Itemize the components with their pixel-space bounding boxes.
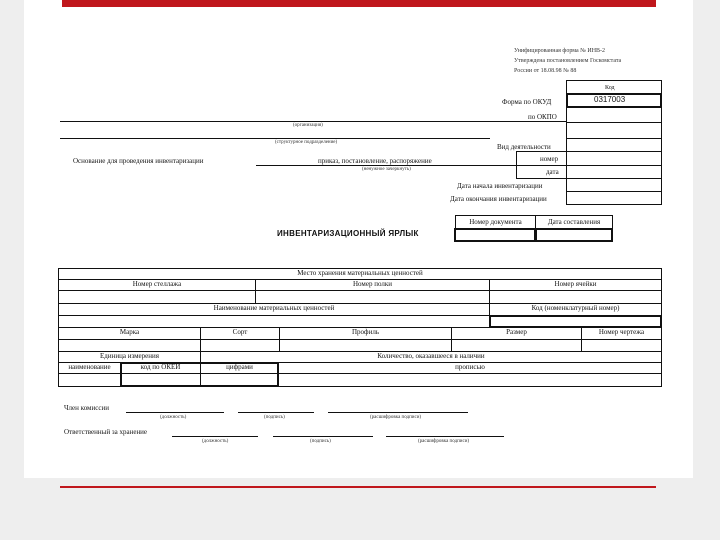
- order-number-cell: [566, 151, 662, 166]
- form-header-line3: России от 18.08.98 № 88: [514, 68, 577, 74]
- material-name-header: Наименование материальных ценностей: [58, 303, 490, 316]
- unit-name-header: наименование: [58, 362, 121, 374]
- okpo-label: по ОКПО: [528, 113, 557, 121]
- commission-decoding-caption: (расшифровка подписи): [370, 415, 422, 420]
- quantity-words-value: [278, 373, 662, 387]
- unit-header: Единица измерения: [58, 351, 201, 363]
- shelf-number-header: Номер полки: [255, 279, 490, 291]
- right-margin: [693, 0, 720, 540]
- structural-unit-caption: (структурное подразделение): [275, 140, 338, 145]
- top-accent-bar: [62, 0, 656, 7]
- responsible-signature-caption: (подпись): [310, 439, 331, 444]
- profile-header: Профиль: [279, 327, 452, 340]
- brand-header: Марка: [58, 327, 201, 340]
- storage-place-header: Место хранения материальных ценностей: [58, 268, 662, 280]
- shelf-number-value: [255, 290, 490, 304]
- rack-number-value: [58, 290, 256, 304]
- code-header-cell: [566, 80, 662, 94]
- okpo-code-cell: [566, 107, 662, 123]
- bottom-accent-line: [60, 486, 656, 488]
- end-date-cell: [566, 191, 662, 205]
- start-date-cell: [566, 178, 662, 192]
- unit-name-value: [58, 373, 121, 387]
- cell-number-value: [489, 290, 662, 304]
- responsible-decoding-line: [386, 436, 504, 437]
- order-number-label: номер: [540, 155, 559, 163]
- responsible-position-caption: (должность): [202, 439, 229, 444]
- order-date-label: дата: [546, 168, 559, 176]
- nomenclature-code-header: Код (номенклатурный номер): [489, 303, 662, 316]
- structural-unit-line: [60, 138, 490, 139]
- doc-number-cell: [454, 228, 536, 242]
- size-header: Размер: [451, 327, 582, 340]
- okei-code-header: код по ОКЕИ: [120, 362, 201, 374]
- rack-number-header: Номер стеллажа: [58, 279, 256, 291]
- activity-label: Вид деятельности: [497, 143, 551, 151]
- order-date-cell: [566, 165, 662, 179]
- basis-label: Основание для проведения инвентаризации: [73, 157, 204, 165]
- order-type-caption: (ненужное зачеркнуть): [362, 167, 411, 172]
- quantity-digits-value: [200, 373, 279, 387]
- responsible-signature-line: [273, 436, 373, 437]
- organization-caption: (организация): [293, 123, 323, 128]
- doc-date-cell: [535, 228, 613, 242]
- grade-header: Сорт: [200, 327, 280, 340]
- doc-number-header: Номер документа: [455, 215, 536, 229]
- form-header-line1: Унифицированная форма № ИНВ-2: [514, 48, 606, 54]
- responsible-position-line: [172, 436, 258, 437]
- end-date-label: Дата окончания инвентаризации: [450, 195, 547, 203]
- activity-code-cell: [566, 138, 662, 152]
- commission-member-label: Член комиссии: [64, 404, 109, 412]
- doc-date-header: Дата составления: [535, 215, 613, 229]
- left-margin: [0, 0, 24, 540]
- commission-position-caption: (должность): [160, 415, 187, 420]
- organization-line: [60, 121, 566, 122]
- okud-label: Форма по ОКУД: [502, 98, 552, 106]
- okud-code-value: 0317003: [594, 95, 626, 104]
- cell-number-header: Номер ячейки: [489, 279, 662, 291]
- form-header-line2: Утверждена постановлением Госкомстата: [514, 58, 622, 64]
- commission-signature-caption: (подпись): [264, 415, 285, 420]
- commission-position-line: [126, 412, 224, 413]
- quantity-words-header: прописью: [278, 362, 662, 374]
- blank-code-cell: [566, 122, 662, 139]
- responsible-decoding-caption: (расшифровка подписи): [418, 439, 470, 444]
- responsible-label: Ответственный за хранение: [64, 428, 148, 436]
- basis-line: [256, 165, 516, 166]
- quantity-header: Количество, оказавшееся в наличии: [200, 351, 662, 363]
- quantity-digits-header: цифрами: [200, 362, 279, 374]
- commission-signature-line: [238, 412, 314, 413]
- start-date-label: Дата начала инвентаризации: [457, 182, 543, 190]
- order-date-label-cell: [516, 165, 567, 179]
- document-title: ИНВЕНТАРИЗАЦИОННЫЙ ЯРЛЫК: [277, 229, 419, 238]
- order-type-label: приказ, постановление, распоряжение: [318, 157, 432, 165]
- code-column-header: Код: [605, 85, 615, 91]
- commission-decoding-line: [328, 412, 468, 413]
- drawing-number-header: Номер чертежа: [581, 327, 662, 340]
